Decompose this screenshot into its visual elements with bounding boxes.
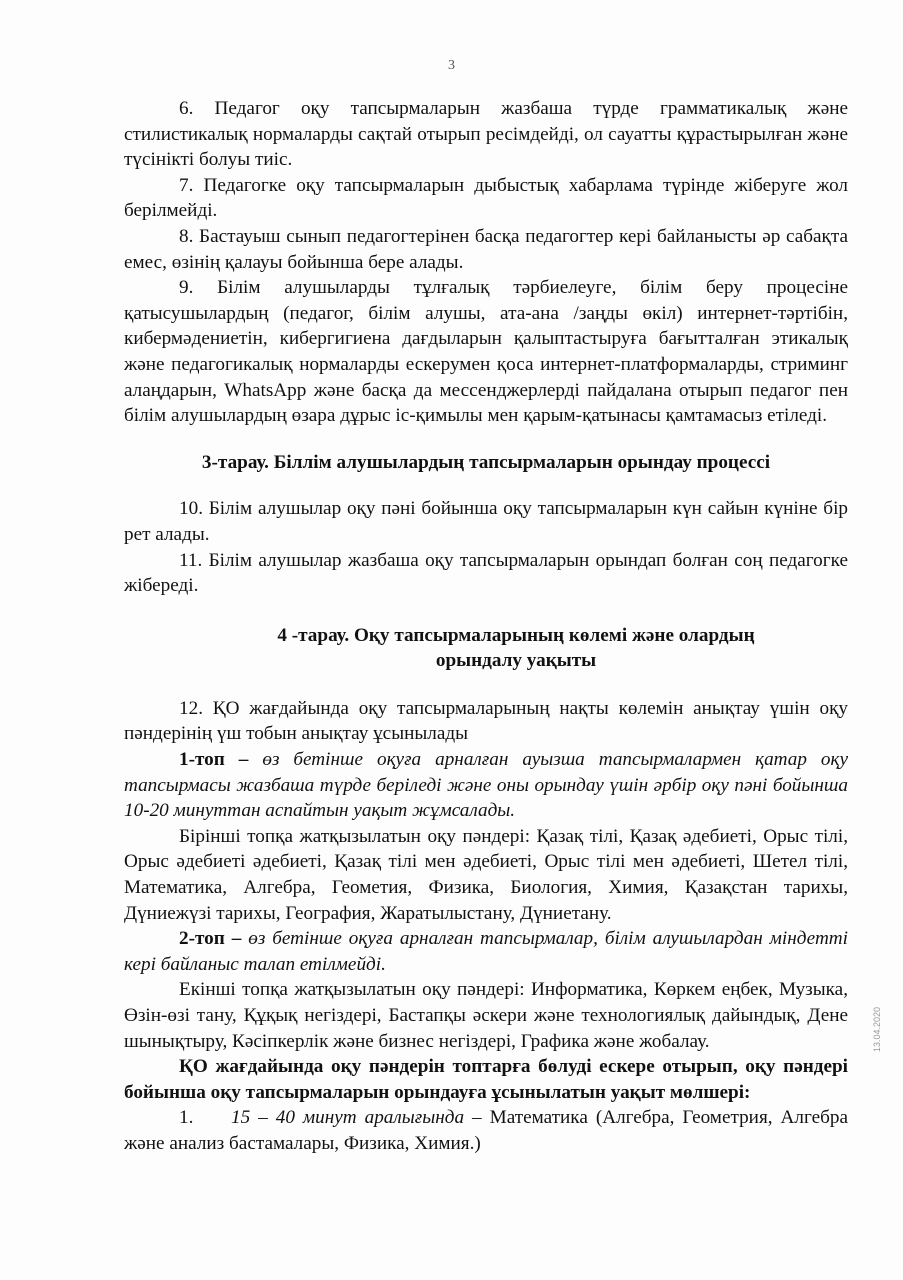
- group-2-label: 2-топ –: [179, 928, 242, 950]
- paragraph-8: 8. Бастауыш сынып педагогтерінен басқа педагогтер кері байланысты әр сабақта емес, өзінің қалауы бойынша бере алады.: [124, 225, 848, 273]
- chapter-4-heading-line-2: орындалу уақыты: [435, 650, 597, 672]
- group-1-text: өз бетінше оқуға арналған ауызша тапсырмалармен қатар оқу тапсырмасы жазбаша түрде беріледі және оны орындау үшін әрбір оқу пәні бойынша 10-20 минуттан аспайтын уақыт жұмсалады.: [124, 749, 848, 822]
- list-item-1: [124, 1105, 848, 1156]
- group-2-definition: [124, 926, 848, 977]
- page-number: 3: [448, 58, 455, 73]
- time-allocation-heading: ҚО жағдайында оқу пәндерін топтарға бөлуді ескере отырып, оқу пәндері бойынша оқу тапсырмаларын орындауға ұсынылатын уақыт мөлшері:: [124, 1056, 848, 1103]
- chapter-4-heading: [124, 623, 848, 674]
- list-item-1-number: 1.: [179, 1107, 194, 1129]
- group-1-label: 1-топ –: [179, 749, 249, 771]
- group-2-subjects: Екінші топқа жатқызылатын оқу пәндері: Информатика, Көркем еңбек, Музыка, Өзін-өзі тану, Құқық негіздері, Бастапқы әскери және технологиялық дайындық, Дене шынықтыру, Кәсіпкерлік және бизнес негіздері, Графика және жобалау.: [124, 979, 848, 1052]
- group-1-subjects: Бірінші топқа жатқызылатын оқу пәндері: Қазақ тілі, Қазақ әдебиеті, Орыс тілі, Орыс әдебиеті әдебиеті, Қазақ тілі мен әдебиеті, Орыс тілі мен әдебиеті, Шетел тілі, Математика, Алгебра, Геометия, Физика, Биология, Химия, Қазақстан тарихы, Дүниежүзі тарихы, География, Жаратылыстану, Дүниетану.: [124, 825, 848, 924]
- chapter-4-heading-line-1: 4 -тарау. Оқу тапсырмаларының көлемі және олардың: [277, 624, 755, 646]
- group-1-definition: [124, 747, 848, 824]
- group-2-text: өз бетінше оқуға арналған тапсырмалар, білім алушылардан міндетті кері байланыс талап етілмейді.: [124, 928, 848, 975]
- list-item-1-text: – Математика (Алгебра, Геометрия, Алгебра және анализ бастамалары, Физика, Химия.): [124, 1107, 848, 1154]
- paragraph-9: 9. Білім алушыларды тұлғалық тәрбиелеуге, білім беру процесіне қатысушылардың (педагог, білім алушы, ата-ана /заңды өкіл) интернет-тәртібін, кибермәдениетін, кибергигиена дағдыларын қалыптастыруға бағытталған этикалық және педагогикалық нормаларды ескерумен қоса интернет-платформаларды, стриминг алаңдарын, WhatsApp және басқа да мессенджерлерді пайдалана отырып педагог пен білім алушылардың өзара дұрыс іс-қимылы мен қарым-қатынасы қамтамасыз етіледі.: [124, 277, 848, 427]
- chapter-3-heading: 3-тарау. Біллім алушылардың тапсырмаларын орындау процессі: [201, 451, 771, 473]
- list-item-1-time: 15 – 40 минут аралығында: [231, 1107, 465, 1129]
- document-body: [124, 96, 848, 1157]
- paragraph-10: 10. Білім алушылар оқу пәні бойынша оқу тапсырмаларын күн сайын күніне бір рет алады.: [124, 498, 848, 545]
- side-date-stamp: 13.04.2020: [872, 1006, 882, 1052]
- paragraph-6: 6. Педагог оқу тапсырмаларын жазбаша түрде грамматикалық және стилистикалық нормаларды сақтай отырып ресімдейді, ол сауатты құрастырылған және түсінікті болуы тиіс.: [124, 98, 848, 171]
- paragraph-7: 7. Педагогке оқу тапсырмаларын дыбыстық хабарлама түрінде жіберуге жол берілмейді.: [124, 174, 848, 222]
- paragraph-12: 12. ҚО жағдайында оқу тапсырмаларының нақты көлемін анықтау үшін оқу пәндерінің үш тобын анықтау ұсынылады: [124, 697, 848, 745]
- paragraph-11: 11. Білім алушылар жазбаша оқу тапсырмаларын орындап болған соң педагогке жібереді.: [124, 549, 848, 597]
